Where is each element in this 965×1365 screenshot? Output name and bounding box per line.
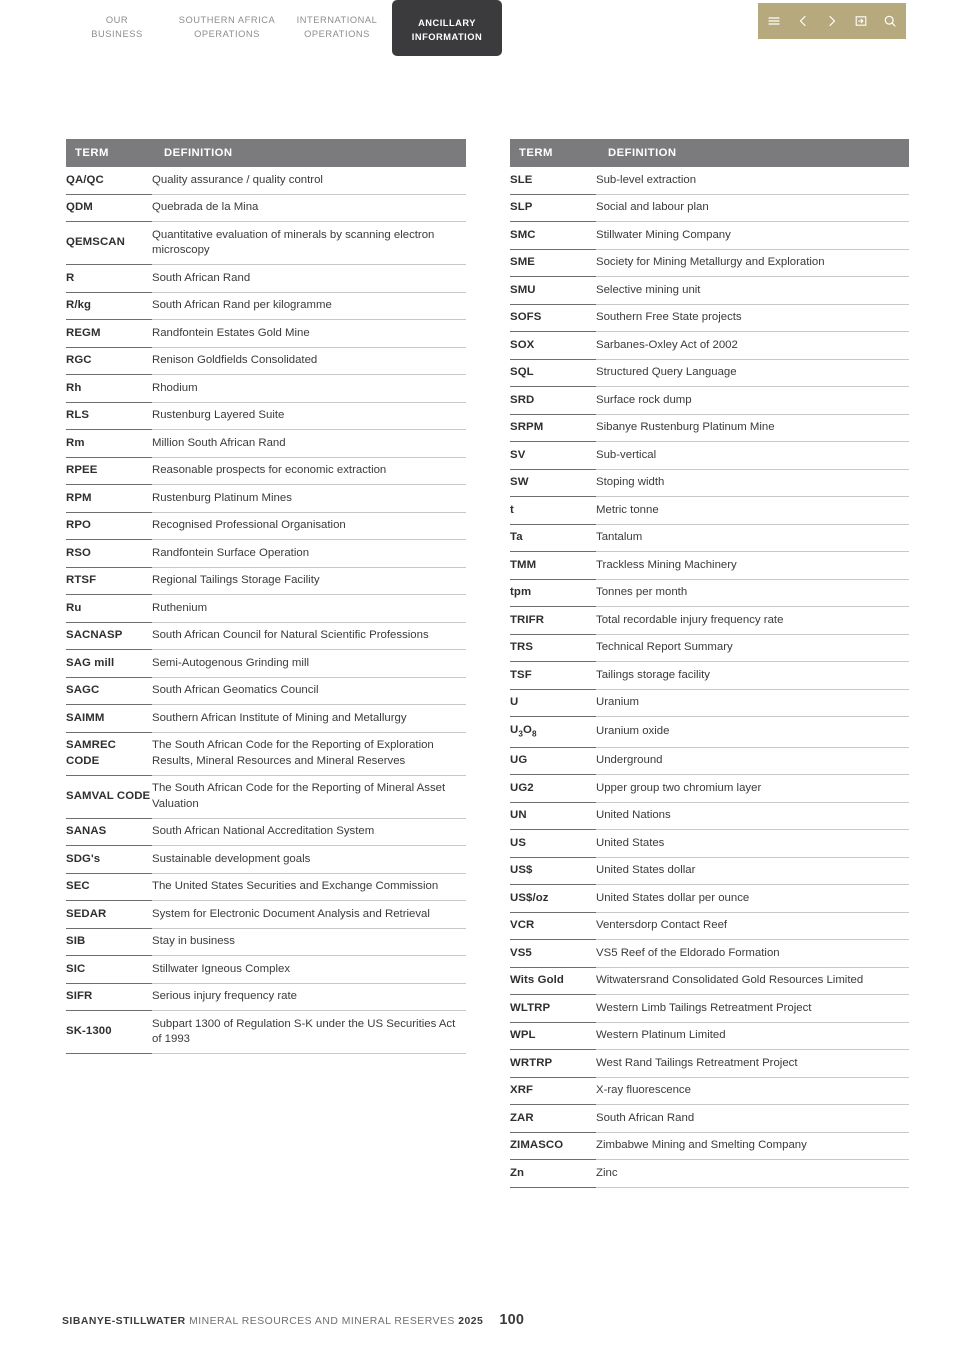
glossary-term: TRS [510, 634, 596, 662]
table-row [510, 717, 909, 748]
table-row [510, 249, 909, 277]
table-row [66, 1011, 466, 1054]
footer-title [62, 1316, 483, 1327]
nav-tab-label-line1: ANCILLARY [418, 18, 476, 28]
glossary-definition: Regional Tailings Storage Facility [152, 567, 466, 595]
glossary-definition: Southern Free State projects [596, 304, 909, 332]
glossary-definition: Rustenburg Layered Suite [152, 402, 466, 430]
table-row [66, 167, 466, 194]
glossary-term: RLS [66, 402, 152, 430]
table-row [510, 552, 909, 580]
glossary-definition: Witwatersrand Consolidated Gold Resources Limited [596, 967, 909, 995]
table-row [66, 194, 466, 222]
glossary-definition: South African Council for Natural Scientific Professions [152, 622, 466, 650]
glossary-term: Wits Gold [510, 967, 596, 995]
search-icon[interactable] [883, 14, 898, 29]
glossary-definition: Reasonable prospects for economic extraction [152, 457, 466, 485]
table-row [510, 857, 909, 885]
glossary-definition: The South African Code for the Reporting of Exploration Results, Mineral Resources and Mineral Reserves [152, 732, 466, 775]
glossary-term: XRF [510, 1077, 596, 1105]
table-row [66, 485, 466, 513]
table-row [66, 595, 466, 623]
glossary-definition: Uranium oxide [596, 717, 909, 748]
table-row [66, 567, 466, 595]
glossary-definition: Structured Query Language [596, 359, 909, 387]
glossary-definition: South African Geomatics Council [152, 677, 466, 705]
glossary-term: SQL [510, 359, 596, 387]
glossary-term: Ta [510, 524, 596, 552]
glossary-term: ZAR [510, 1105, 596, 1133]
glossary-term: tpm [510, 579, 596, 607]
glossary-definition: United Nations [596, 802, 909, 830]
glossary-definition: Quantitative evaluation of minerals by scanning electron microscopy [152, 222, 466, 265]
chevron-left-icon[interactable] [796, 14, 811, 29]
table-row [66, 430, 466, 458]
glossary-definition: South African Rand [596, 1105, 909, 1133]
table-row [510, 662, 909, 690]
nav-tab-label-line1: OUR [105, 15, 129, 25]
glossary-definition: United States dollar per ounce [596, 885, 909, 913]
table-row [66, 677, 466, 705]
table-row [66, 928, 466, 956]
table-row [66, 320, 466, 348]
table-row [66, 732, 466, 775]
nav-tab-label-line2: OPERATIONS [194, 28, 260, 39]
table-row [66, 650, 466, 678]
glossary-term: US$/oz [510, 885, 596, 913]
glossary-term: R/kg [66, 292, 152, 320]
nav-tab-label-line1: INTERNATIONAL [296, 15, 378, 25]
glossary-term: SEDAR [66, 901, 152, 929]
glossary-definition: Total recordable injury frequency rate [596, 607, 909, 635]
glossary-term: Rh [66, 375, 152, 403]
glossary-term: Ru [66, 595, 152, 623]
glossary-term: SAMREC CODE [66, 732, 152, 775]
glossary-definition: Ruthenium [152, 595, 466, 623]
table-row [510, 689, 909, 717]
table-row [510, 830, 909, 858]
table-row [66, 292, 466, 320]
glossary-term: US$ [510, 857, 596, 885]
nav-tab-label-line2: BUSINESS [91, 28, 143, 39]
nav-tab-ancillary-information[interactable] [392, 0, 502, 56]
table-row [66, 512, 466, 540]
glossary-definition: Western Platinum Limited [596, 1022, 909, 1050]
glossary-term: VCR [510, 912, 596, 940]
table-row [66, 983, 466, 1011]
glossary-term: SDG's [66, 846, 152, 874]
hamburger-menu-icon[interactable] [767, 14, 782, 29]
glossary-term: RPEE [66, 457, 152, 485]
glossary-term: SIFR [66, 983, 152, 1011]
footer-brand: SIBANYE-STILLWATER [62, 1316, 186, 1327]
glossary-definition: Sub-vertical [596, 442, 909, 470]
table-row [66, 222, 466, 265]
glossary-term: TRIFR [510, 607, 596, 635]
glossary-term: US [510, 830, 596, 858]
table-row [510, 387, 909, 415]
glossary-definition: Recognised Professional Organisation [152, 512, 466, 540]
glossary-definition: Trackless Mining Machinery [596, 552, 909, 580]
glossary-term: SAGC [66, 677, 152, 705]
glossary-definition: Stay in business [152, 928, 466, 956]
glossary-definition: Society for Mining Metallurgy and Exploration [596, 249, 909, 277]
glossary-table-right [510, 139, 909, 1188]
glossary-left-body [66, 167, 466, 1054]
glossary-term: SOX [510, 332, 596, 360]
glossary-definition: Metric tonne [596, 497, 909, 525]
glossary-definition: Tailings storage facility [596, 662, 909, 690]
table-row [66, 540, 466, 568]
glossary-term: RTSF [66, 567, 152, 595]
glossary-definition: Semi-Autogenous Grinding mill [152, 650, 466, 678]
table-row [510, 775, 909, 803]
glossary-definition: Social and labour plan [596, 194, 909, 222]
glossary-term: SMC [510, 222, 596, 250]
glossary-definition: South African National Accreditation System [152, 818, 466, 846]
table-row [510, 167, 909, 194]
glossary-term: SAG mill [66, 650, 152, 678]
glossary-term: SK-1300 [66, 1011, 152, 1054]
glossary-term: ZIMASCO [510, 1132, 596, 1160]
nav-tab-label-line2: OPERATIONS [304, 28, 370, 39]
table-row [510, 442, 909, 470]
table-row [510, 1132, 909, 1160]
glossary-definition: United States dollar [596, 857, 909, 885]
glossary-definition: Randfontein Surface Operation [152, 540, 466, 568]
glossary-definition: Quebrada de la Mina [152, 194, 466, 222]
glossary-term: WRTRP [510, 1050, 596, 1078]
glossary-term: R [66, 265, 152, 293]
glossary-definition: The United States Securities and Exchange Commission [152, 873, 466, 901]
table-header-row [66, 139, 466, 167]
glossary-definition: United States [596, 830, 909, 858]
glossary-term: SEC [66, 873, 152, 901]
glossary-definition: South African Rand per kilogramme [152, 292, 466, 320]
glossary-definition: Technical Report Summary [596, 634, 909, 662]
glossary-definition: Stillwater Igneous Complex [152, 956, 466, 984]
glossary-term: SIC [66, 956, 152, 984]
glossary-table [510, 139, 909, 1188]
glossary-term: SIB [66, 928, 152, 956]
table-row [510, 995, 909, 1023]
chevron-right-icon[interactable] [825, 14, 840, 29]
glossary-definition: Sub-level extraction [596, 167, 909, 194]
top-navigation [0, 0, 965, 56]
glossary-term: TMM [510, 552, 596, 580]
nav-tab-list [62, 0, 502, 56]
glossary-table-left [66, 139, 466, 1054]
table-row [510, 579, 909, 607]
table-row [510, 1050, 909, 1078]
glossary-definition: Upper group two chromium layer [596, 775, 909, 803]
table-row [66, 846, 466, 874]
table-row [510, 469, 909, 497]
glossary-definition: Million South African Rand [152, 430, 466, 458]
glossary-definition: VS5 Reef of the Eldorado Formation [596, 940, 909, 968]
table-row [510, 524, 909, 552]
column-header-term: TERM [66, 139, 152, 167]
table-row [510, 802, 909, 830]
glossary-term: WLTRP [510, 995, 596, 1023]
glossary-term: REGM [66, 320, 152, 348]
table-row [66, 622, 466, 650]
table-row [510, 277, 909, 305]
glossary-right-body [510, 167, 909, 1187]
glossary-term: UN [510, 802, 596, 830]
glossary-term: U [510, 689, 596, 717]
glossary-definition: Surface rock dump [596, 387, 909, 415]
glossary-definition: Renison Goldfields Consolidated [152, 347, 466, 375]
footer-year: 2025 [458, 1316, 484, 1327]
table-row [66, 818, 466, 846]
glossary-term: SW [510, 469, 596, 497]
glossary-definition: Zinc [596, 1160, 909, 1188]
table-row [510, 634, 909, 662]
glossary-definition: Zimbabwe Mining and Smelting Company [596, 1132, 909, 1160]
page-number: 100 [499, 1312, 525, 1328]
glossary-term: QDM [66, 194, 152, 222]
table-row [66, 901, 466, 929]
table-row [510, 967, 909, 995]
glossary-definition: Uranium [596, 689, 909, 717]
glossary-definition: West Rand Tailings Retreatment Project [596, 1050, 909, 1078]
column-header-term: TERM [510, 139, 596, 167]
glossary-term: UG2 [510, 775, 596, 803]
exit-icon[interactable] [854, 14, 869, 29]
glossary-definition: Sibanye Rustenburg Platinum Mine [596, 414, 909, 442]
glossary-term: RGC [66, 347, 152, 375]
glossary-term: Rm [66, 430, 152, 458]
table-row [510, 747, 909, 775]
table-row [510, 1105, 909, 1133]
table-row [510, 222, 909, 250]
glossary-definition: Sarbanes-Oxley Act of 2002 [596, 332, 909, 360]
column-header-definition: DEFINITION [596, 139, 909, 167]
table-row [510, 414, 909, 442]
nav-tab-label-line2: INFORMATION [411, 31, 483, 42]
glossary-term: SANAS [66, 818, 152, 846]
glossary-definition: Rustenburg Platinum Mines [152, 485, 466, 513]
glossary-term: SME [510, 249, 596, 277]
table-row [66, 265, 466, 293]
glossary-term: UG [510, 747, 596, 775]
table-row [510, 1077, 909, 1105]
glossary-definition: Tonnes per month [596, 579, 909, 607]
column-header-definition: DEFINITION [152, 139, 466, 167]
nav-tab-label-line1: SOUTHERN AFRICA [178, 15, 276, 25]
glossary-term: Zn [510, 1160, 596, 1188]
table-row [510, 607, 909, 635]
glossary-term: TSF [510, 662, 596, 690]
page-footer [62, 1312, 524, 1328]
glossary-term: t [510, 497, 596, 525]
table-row [510, 359, 909, 387]
glossary-term: VS5 [510, 940, 596, 968]
glossary-term: SV [510, 442, 596, 470]
table-row [510, 1022, 909, 1050]
glossary-definition: System for Electronic Document Analysis and Retrieval [152, 901, 466, 929]
glossary-definition: Selective mining unit [596, 277, 909, 305]
glossary-term: SOFS [510, 304, 596, 332]
table-header-row [510, 139, 909, 167]
glossary-definition: Sustainable development goals [152, 846, 466, 874]
glossary-definition: Stillwater Mining Company [596, 222, 909, 250]
glossary-term: QEMSCAN [66, 222, 152, 265]
glossary-term: RPO [66, 512, 152, 540]
glossary-term: SRD [510, 387, 596, 415]
glossary-definition: Subpart 1300 of Regulation S-K under the US Securities Act of 1993 [152, 1011, 466, 1054]
glossary-term: QA/QC [66, 167, 152, 194]
glossary-definition: Underground [596, 747, 909, 775]
table-row [510, 885, 909, 913]
table-row [66, 705, 466, 733]
table-row [510, 497, 909, 525]
table-row [66, 956, 466, 984]
nav-tab-our-business[interactable] [62, 0, 172, 41]
glossary-definition: Quality assurance / quality control [152, 167, 466, 194]
table-row [510, 912, 909, 940]
glossary-definition: X-ray fluorescence [596, 1077, 909, 1105]
table-row [510, 940, 909, 968]
glossary-term: SLE [510, 167, 596, 194]
glossary-definition: Randfontein Estates Gold Mine [152, 320, 466, 348]
table-row [510, 194, 909, 222]
glossary-definition: Stoping width [596, 469, 909, 497]
glossary-term: SAMVAL CODE [66, 775, 152, 818]
glossary-term: SMU [510, 277, 596, 305]
glossary-term: RPM [66, 485, 152, 513]
glossary-definition: Rhodium [152, 375, 466, 403]
table-row [66, 873, 466, 901]
glossary-term: RSO [66, 540, 152, 568]
table-row [66, 375, 466, 403]
table-row [510, 1160, 909, 1188]
glossary-definition: Western Limb Tailings Retreatment Project [596, 995, 909, 1023]
glossary-definition: Tantalum [596, 524, 909, 552]
glossary-table [66, 139, 466, 1054]
table-row [66, 402, 466, 430]
table-row [66, 457, 466, 485]
table-row [66, 775, 466, 818]
glossary-definition: Serious injury frequency rate [152, 983, 466, 1011]
glossary-term: WPL [510, 1022, 596, 1050]
nav-toolbar [758, 3, 906, 39]
table-row [510, 332, 909, 360]
glossary-term: SACNASP [66, 622, 152, 650]
glossary-term: SLP [510, 194, 596, 222]
glossary-term: SRPM [510, 414, 596, 442]
table-row [510, 304, 909, 332]
nav-tab-southern-africa-operations[interactable] [172, 0, 282, 41]
glossary-definition: Ventersdorp Contact Reef [596, 912, 909, 940]
footer-report-title: MINERAL RESOURCES AND MINERAL RESERVES [189, 1316, 455, 1327]
glossary-definition: The South African Code for the Reporting of Mineral Asset Valuation [152, 775, 466, 818]
glossary-term: $U_3O_8$ [510, 717, 596, 748]
glossary-term: SAIMM [66, 705, 152, 733]
table-row [66, 347, 466, 375]
glossary-definition: Southern African Institute of Mining and Metallurgy [152, 705, 466, 733]
glossary-definition: South African Rand [152, 265, 466, 293]
nav-tab-international-operations[interactable] [282, 0, 392, 41]
